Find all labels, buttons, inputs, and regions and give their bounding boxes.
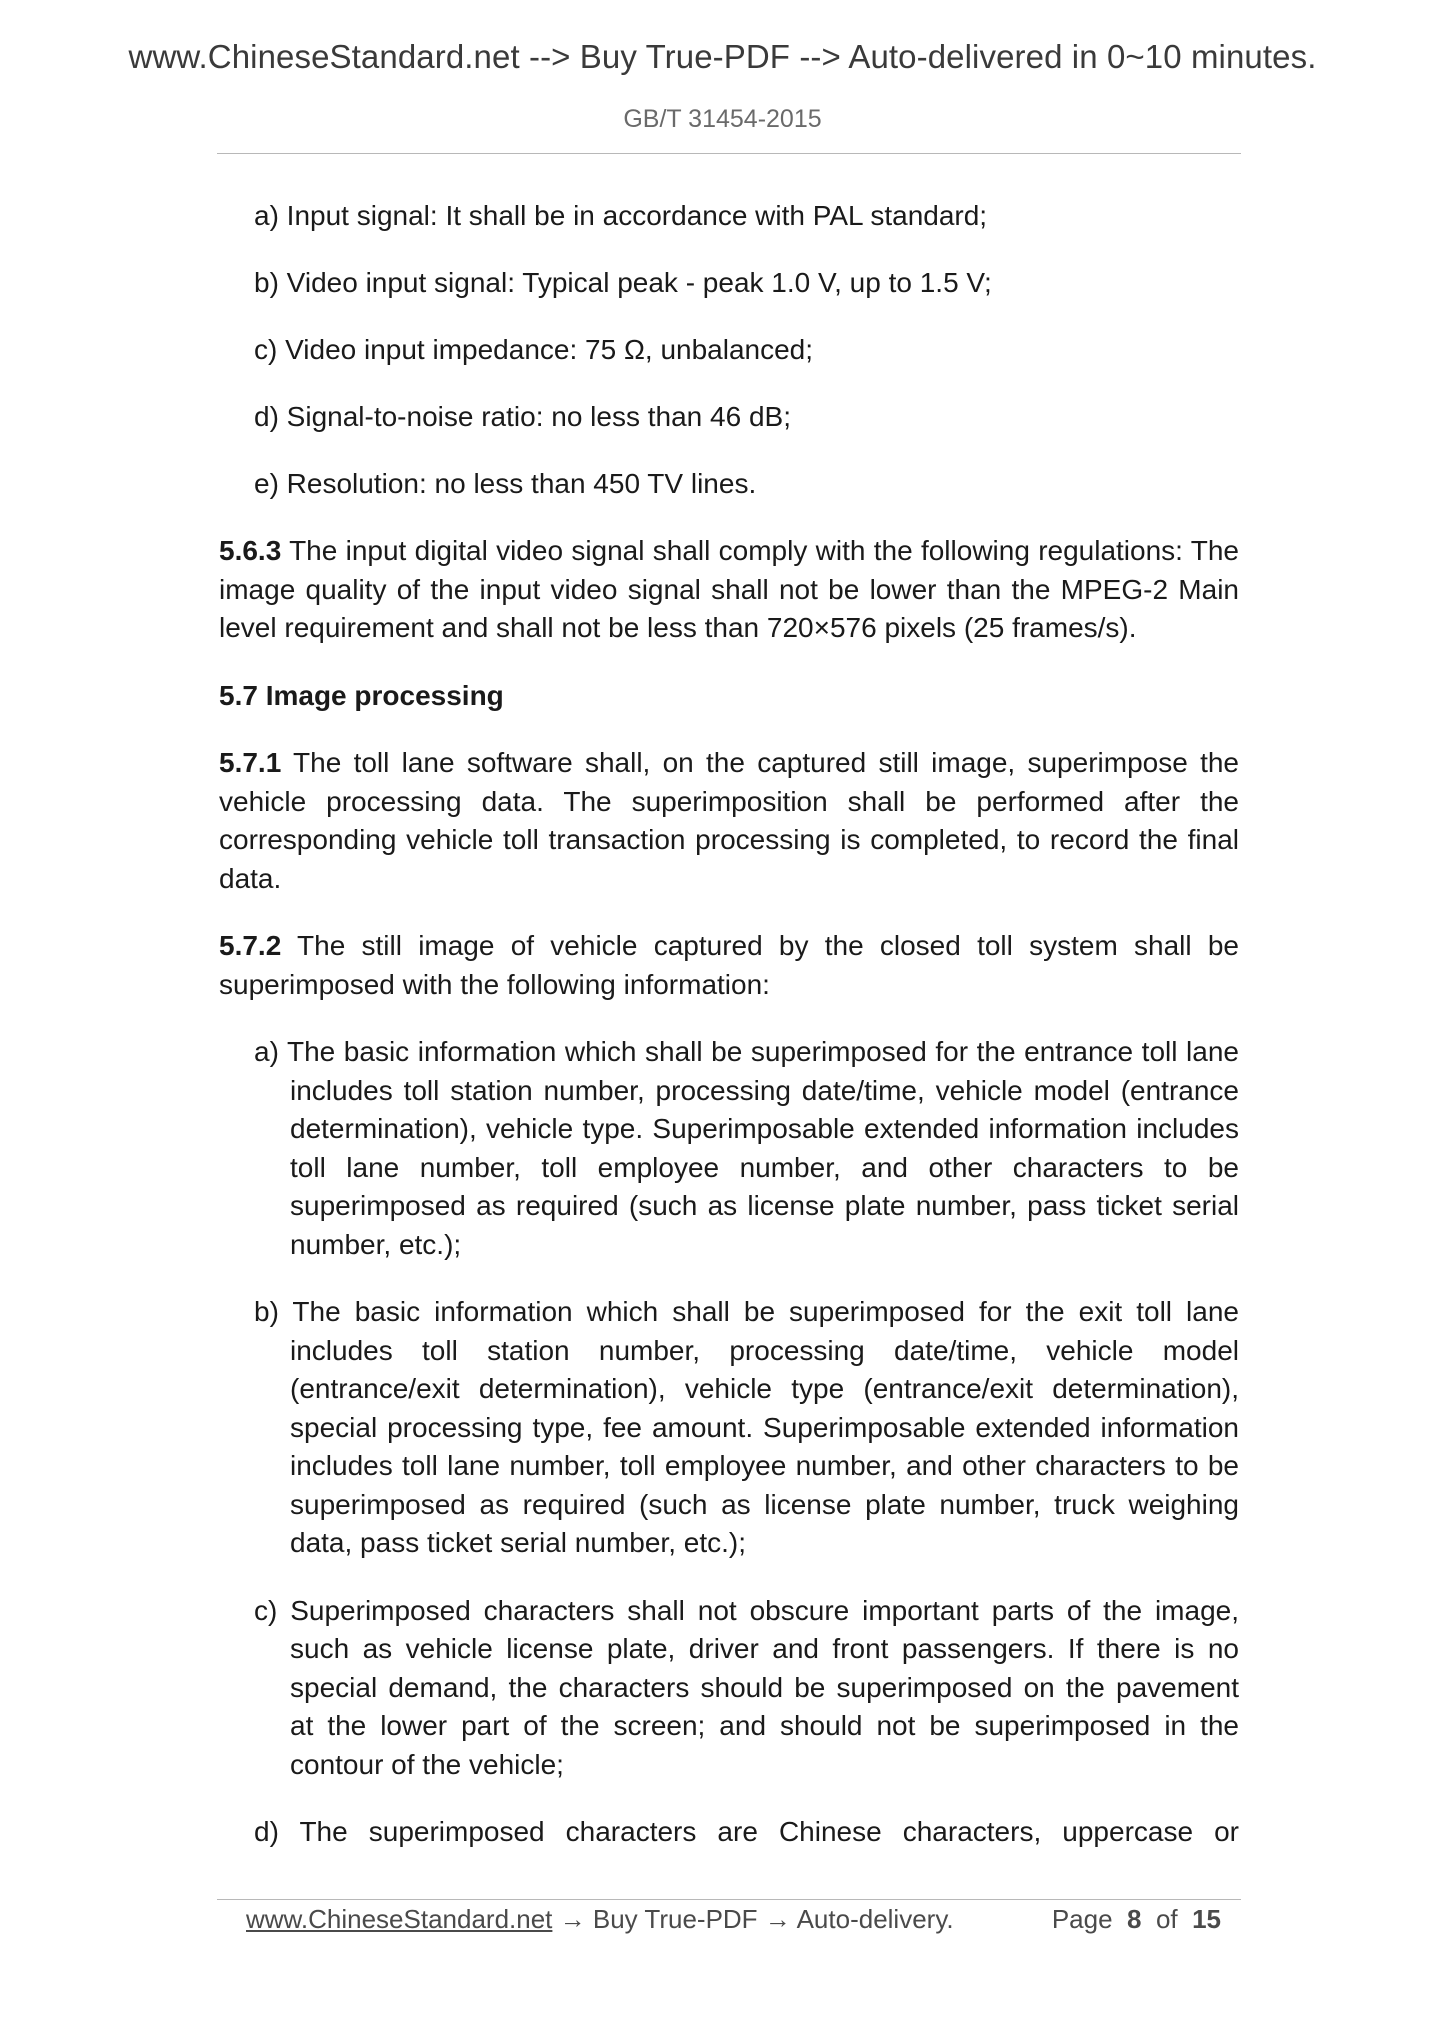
clause-5-6-3 <box>219 532 1239 648</box>
clause-text: The input digital video signal shall comply with the following regulations: The image quality of the input video signal shall not be lower than the MPEG-2 Main level requirement and shall not be less than 720×576 pixels (25 frames/s). <box>219 535 1239 643</box>
document-body <box>219 197 1239 1852</box>
sub-item-a: a) The basic information which shall be superimposed for the entrance toll lane includes toll station number, processing date/time, vehicle model (entrance determination), vehicle type. Superimposable extended information includes toll lane number, toll employee number, and other characters to be superimposed as required (such as license plate number, pass ticket serial number, etc.); <box>254 1036 1239 1260</box>
list-item-b: b) Video input signal: Typical peak - peak 1.0 V, up to 1.5 V; <box>254 267 992 298</box>
of-label: of <box>1155 1904 1178 1934</box>
page-total: 15 <box>1192 1904 1221 1934</box>
arrow-icon: → <box>757 1904 797 1934</box>
footer-site-link[interactable]: www.ChineseStandard.net <box>246 1904 553 1934</box>
header-divider <box>217 153 1241 154</box>
clause-text: The toll lane software shall, on the captured still image, superimpose the vehicle processing data. The superimposition shall be performed after the corresponding vehicle toll transaction processing is completed, to record the final data. <box>219 747 1239 894</box>
footer-delivery-text: Auto-delivery. <box>796 1904 954 1934</box>
footer-divider <box>217 1899 1241 1900</box>
document-code: GB/T 31454-2015 <box>623 105 822 133</box>
list-item-e: e) Resolution: no less than 450 TV lines. <box>254 468 757 499</box>
clause-5-7-1 <box>219 744 1239 898</box>
sub-item-d: d) The superimposed characters are Chinese characters, uppercase or <box>254 1816 1239 1847</box>
arrow-icon: → <box>552 1904 593 1934</box>
list-item-d: d) Signal-to-noise ratio: no less than 46 dB; <box>254 401 791 432</box>
list-item-c: c) Video input impedance: 75 Ω, unbalanced; <box>254 334 814 365</box>
clause-5-7-2 <box>219 927 1239 1004</box>
list-item-a: a) Input signal: It shall be in accordance with PAL standard; <box>254 200 988 231</box>
section-heading-5-7: 5.7 Image processing <box>219 679 504 711</box>
clause-text: The still image of vehicle captured by the closed toll system shall be superimposed with the following information: <box>219 930 1239 1000</box>
footer-left <box>246 1901 954 1937</box>
page-number: 8 <box>1127 1904 1142 1934</box>
clause-number: 5.7.1 <box>219 747 282 778</box>
sub-item-c: c) Superimposed characters shall not obscure important parts of the image, such as vehicle license plate, driver and front passengers. If there is no special demand, the characters should be superimposed on the pavement at the lower part of the screen; and should not be superimposed in the contour of the vehicle; <box>254 1594 1239 1780</box>
page-label: Page <box>1051 1904 1113 1934</box>
clause-number: 5.7.2 <box>219 930 282 961</box>
clause-number: 5.6.3 <box>219 535 282 566</box>
top-banner: www.ChineseStandard.net --> Buy True-PDF --> Auto-delivered in 0~10 minutes. <box>128 38 1317 75</box>
footer-buy-text: Buy True-PDF <box>592 1904 758 1934</box>
sub-item-b: b) The basic information which shall be superimposed for the exit toll lane includes toll station number, processing date/time, vehicle model (entrance/exit determination), vehicle type (entrance/exit determination), special processing type, fee amount. Superimposable extended information includes toll lane number, toll employee number, and other characters to be superimposed as required (such as license plate number, truck weighing data, pass ticket serial number, etc.); <box>254 1296 1239 1558</box>
page-indicator <box>1052 1901 1221 1937</box>
